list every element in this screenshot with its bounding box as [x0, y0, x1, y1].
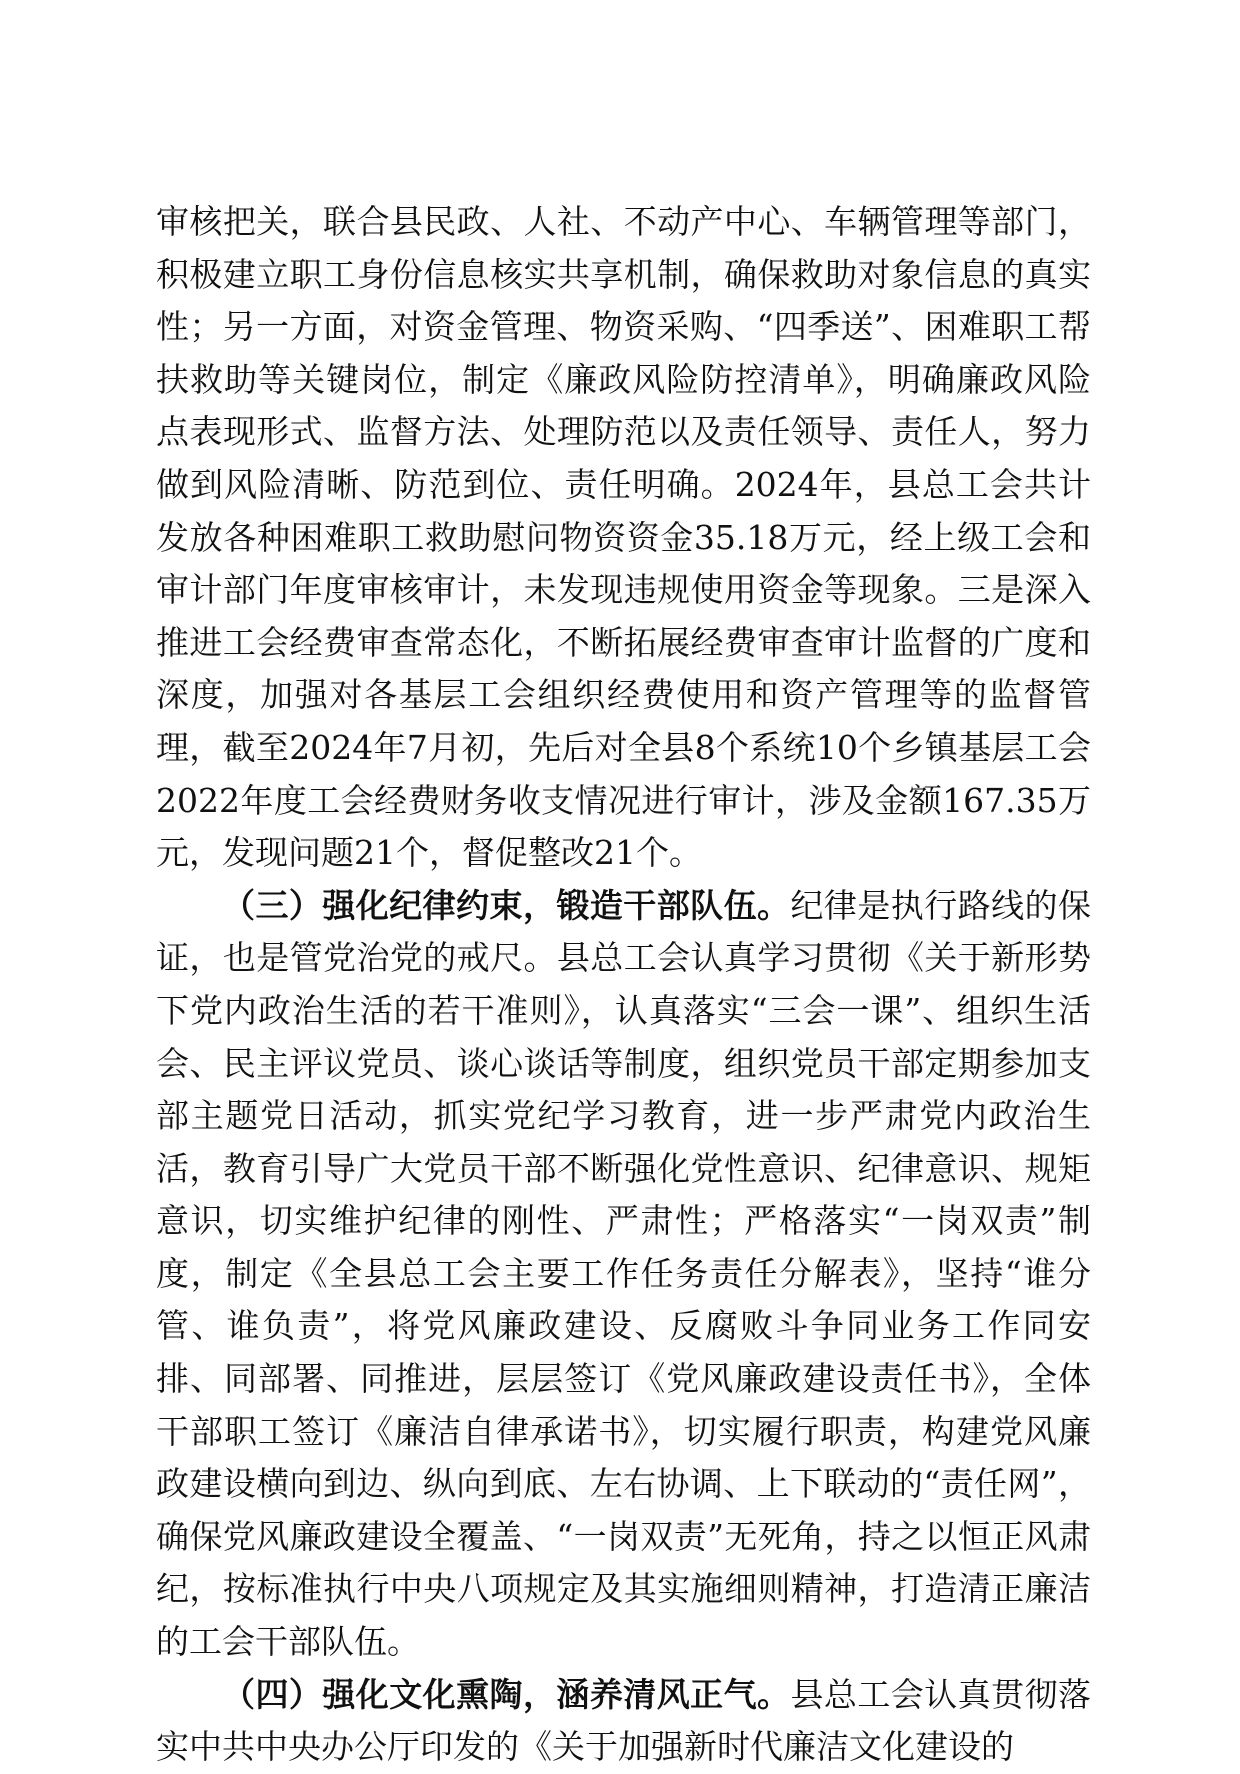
section-three-paragraph: [156, 880, 1091, 1669]
section-four-body: 县总工会认真贯彻落实中共中央办公厅印发的《关于加强新时代廉洁文化建设的: [156, 1674, 1092, 1767]
section-four-heading: （四）强化文化熏陶，涵养清风正气。: [222, 1674, 791, 1714]
section-three-heading: （三）强化纪律约束，锻造干部队伍。: [222, 885, 791, 925]
section-three-body: 纪律是执行路线的保证，也是管党治党的戒尺。县总工会认真学习贯彻《关于新形势下党内政治生活的若干准则》，认真落实“三会一课”、组织生活会、民主评议党员、谈心谈话等制度，组织党员干部定期参加支部主题党日活动，抓实党纪学习教育，进一步严肃党内政治生活，教育引导广大党员干部不断强化党性意识、纪律意识、规矩意识，切实维护纪律的刚性、严肃性；严格落实“一岗双责”制度，制定《全县总工会主要工作任务责任分解表》，坚持“谁分管、谁负责”，将党风廉政建设、反腐败斗争同业务工作同安排、同部署、同推进，层层签订《党风廉政建设责任书》，全体干部职工签订《廉洁自律承诺书》，切实履行职责，构建党风廉政建设横向到边、纵向到底、左右协调、上下联动的“责任网”，确保党风廉政建设全覆盖、“一岗双责”无死角，持之以恒正风肃纪，按标准执行中央八项规定及其实施细则精神，打造清正廉洁的工会干部队伍。: [156, 885, 1092, 1662]
document-body: [156, 196, 1091, 1774]
paragraph-continued: 审核把关，联合县民政、人社、不动产中心、车辆管理等部门，积极建立职工身份信息核实共享机制，确保救助对象信息的真实性；另一方面，对资金管理、物资采购、“四季送”、困难职工帮扶救助等关键岗位，制定《廉政风险防控清单》，明确廉政风险点表现形式、监督方法、处理防范以及责任领导、责任人，努力做到风险清晰、防范到位、责任明确。2024年，县总工会共计发放各种困难职工救助慰问物资资金35.18万元，经上级工会和审计部门年度审核审计，未发现违规使用资金等现象。三是深入推进工会经费审查常态化，不断拓展经费审查审计监督的广度和深度，加强对各基层工会组织经费使用和资产管理等的监督管理，截至2024年7月初，先后对全县8个系统10个乡镇基层工会2022年度工会经费财务收支情况进行审计，涉及金额167.35万元，发现问题21个，督促整改21个。: [156, 202, 1091, 873]
section-four-paragraph: [156, 1669, 1091, 1774]
